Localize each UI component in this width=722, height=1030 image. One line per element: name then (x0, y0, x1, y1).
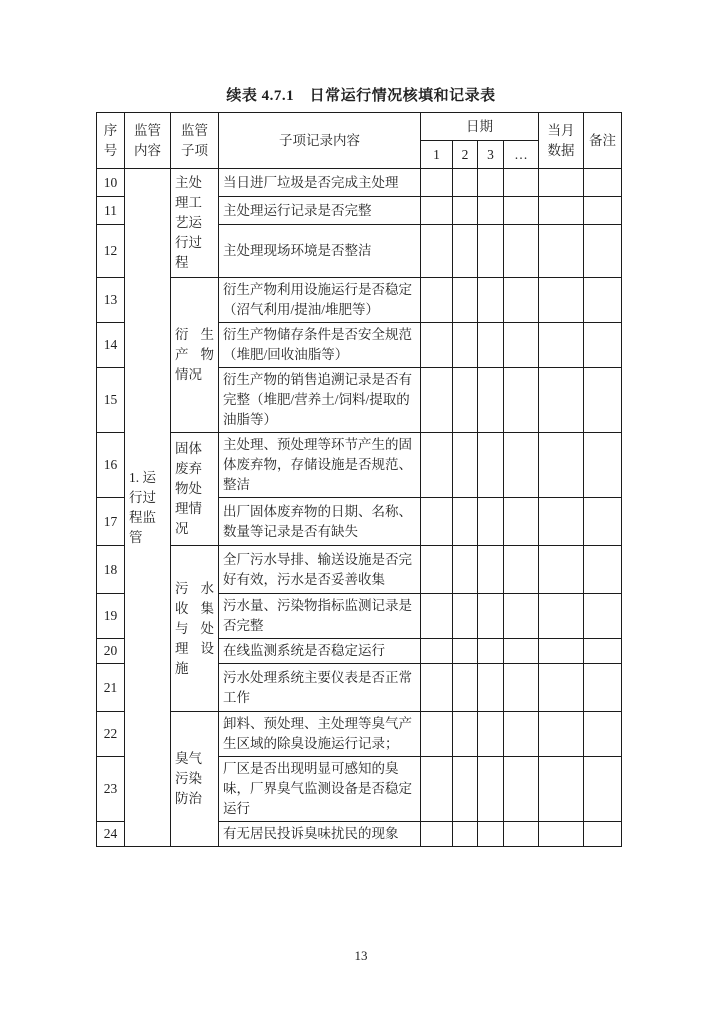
header-date-more: … (504, 141, 539, 169)
note-cell (584, 433, 622, 498)
date-cell (453, 169, 478, 197)
date-cell (478, 368, 504, 433)
month-data-cell (539, 225, 584, 278)
date-cell (504, 368, 539, 433)
month-data-cell (539, 594, 584, 639)
date-cell (478, 546, 504, 594)
record-text: 主处理运行记录是否完整 (219, 197, 421, 225)
row-number: 21 (97, 664, 125, 712)
month-data-cell (539, 278, 584, 323)
month-data-cell (539, 664, 584, 712)
header-subitem: 监管子项 (171, 113, 219, 169)
date-cell (478, 639, 504, 664)
subitem-cell: 污水收集与处理设施 (171, 546, 219, 712)
date-cell (504, 433, 539, 498)
note-cell (584, 368, 622, 433)
row-number: 13 (97, 278, 125, 323)
header-date: 日期 (421, 113, 539, 141)
record-text: 卸料、预处理、主处理等臭气产生区域的除臭设施运行记录； (219, 712, 421, 757)
row-number: 20 (97, 639, 125, 664)
note-cell (584, 169, 622, 197)
note-cell (584, 757, 622, 822)
record-text: 污水量、污染物指标监测记录是否完整 (219, 594, 421, 639)
record-text: 厂区是否出现明显可感知的臭味，厂界臭气监测设备是否稳定运行 (219, 757, 421, 822)
header-date-1: 1 (421, 141, 453, 169)
month-data-cell (539, 546, 584, 594)
month-data-cell (539, 368, 584, 433)
date-cell (453, 822, 478, 847)
date-cell (421, 757, 453, 822)
header-date-3: 3 (478, 141, 504, 169)
date-cell (504, 498, 539, 546)
date-cell (421, 225, 453, 278)
note-cell (584, 197, 622, 225)
date-cell (478, 225, 504, 278)
record-text: 衍生产物利用设施运行是否稳定（沼气利用/提油/堆肥等） (219, 278, 421, 323)
month-data-cell (539, 323, 584, 368)
date-cell (421, 433, 453, 498)
date-cell (478, 433, 504, 498)
date-cell (504, 757, 539, 822)
date-cell (453, 197, 478, 225)
record-text: 在线监测系统是否稳定运行 (219, 639, 421, 664)
row-number: 12 (97, 225, 125, 278)
subitem-cell: 衍生产物情况 (171, 278, 219, 433)
record-text: 有无居民投诉臭味扰民的现象 (219, 822, 421, 847)
subitem-cell: 主处理工艺运行过程 (171, 169, 219, 278)
header-seq: 序号 (97, 113, 125, 169)
row-number: 24 (97, 822, 125, 847)
month-data-cell (539, 433, 584, 498)
date-cell (421, 197, 453, 225)
record-text: 出厂固体废弃物的日期、名称、数量等记录是否有缺失 (219, 498, 421, 546)
date-cell (478, 712, 504, 757)
note-cell (584, 639, 622, 664)
row-number: 16 (97, 433, 125, 498)
row-number: 11 (97, 197, 125, 225)
table-row (97, 712, 622, 757)
daily-operation-record-table (96, 112, 622, 847)
record-text: 主处理、预处理等环节产生的固体废弃物，存储设施是否规范、整洁 (219, 433, 421, 498)
date-cell (478, 664, 504, 712)
date-cell (453, 712, 478, 757)
date-cell (421, 169, 453, 197)
month-data-cell (539, 197, 584, 225)
subitem-cell: 臭气污染防治 (171, 712, 219, 847)
date-cell (504, 225, 539, 278)
header-note: 备注 (584, 113, 622, 169)
month-data-cell (539, 169, 584, 197)
date-cell (504, 169, 539, 197)
note-cell (584, 594, 622, 639)
header-supervision-content: 监管内容 (125, 113, 171, 169)
date-cell (453, 225, 478, 278)
note-cell (584, 664, 622, 712)
date-cell (421, 594, 453, 639)
date-cell (421, 278, 453, 323)
header-record-content: 子项记录内容 (219, 113, 421, 169)
row-number: 14 (97, 323, 125, 368)
row-number: 10 (97, 169, 125, 197)
row-number: 18 (97, 546, 125, 594)
date-cell (453, 278, 478, 323)
date-cell (453, 664, 478, 712)
row-number: 19 (97, 594, 125, 639)
record-text: 主处理现场环境是否整洁 (219, 225, 421, 278)
date-cell (478, 169, 504, 197)
date-cell (478, 197, 504, 225)
note-cell (584, 498, 622, 546)
date-cell (421, 368, 453, 433)
month-data-cell (539, 822, 584, 847)
month-data-cell (539, 757, 584, 822)
note-cell (584, 822, 622, 847)
date-cell (421, 323, 453, 368)
date-cell (504, 546, 539, 594)
record-text: 全厂污水导排、输送设施是否完好有效，污水是否妥善收集 (219, 546, 421, 594)
record-text: 衍生产物储存条件是否安全规范（堆肥/回收油脂等） (219, 323, 421, 368)
date-cell (453, 368, 478, 433)
date-cell (453, 323, 478, 368)
table-row (97, 546, 622, 594)
note-cell (584, 323, 622, 368)
month-data-cell (539, 498, 584, 546)
table-title: 续表 4.7.1 日常运行情况核填和记录表 (226, 88, 496, 104)
note-cell (584, 712, 622, 757)
date-cell (478, 278, 504, 323)
table-row (97, 433, 622, 498)
date-cell (453, 594, 478, 639)
header-row-1 (97, 113, 622, 141)
date-cell (478, 594, 504, 639)
date-cell (453, 757, 478, 822)
date-cell (421, 546, 453, 594)
date-cell (504, 639, 539, 664)
header-month-data: 当月数据 (539, 113, 584, 169)
date-cell (478, 323, 504, 368)
date-cell (453, 546, 478, 594)
date-cell (421, 664, 453, 712)
month-data-cell (539, 639, 584, 664)
header-date-2: 2 (453, 141, 478, 169)
row-number: 15 (97, 368, 125, 433)
date-cell (421, 498, 453, 546)
date-cell (453, 433, 478, 498)
row-number: 23 (97, 757, 125, 822)
row-number: 22 (97, 712, 125, 757)
note-cell (584, 546, 622, 594)
date-cell (421, 712, 453, 757)
date-cell (478, 822, 504, 847)
note-cell (584, 278, 622, 323)
record-text: 当日进厂垃圾是否完成主处理 (219, 169, 421, 197)
date-cell (453, 639, 478, 664)
note-cell (584, 225, 622, 278)
date-cell (504, 197, 539, 225)
date-cell (504, 822, 539, 847)
table-row (97, 169, 622, 197)
date-cell (504, 278, 539, 323)
table-row (97, 278, 622, 323)
supervision-content-cell: 1. 运行过程监管 (125, 169, 171, 847)
date-cell (421, 822, 453, 847)
month-data-cell (539, 712, 584, 757)
record-text: 污水处理系统主要仪表是否正常工作 (219, 664, 421, 712)
subitem-cell: 固体废弃物处理情况 (171, 433, 219, 546)
date-cell (504, 712, 539, 757)
record-text: 衍生产物的销售追溯记录是否有完整（堆肥/营养土/饲料/提取的油脂等） (219, 368, 421, 433)
date-cell (504, 664, 539, 712)
date-cell (453, 498, 478, 546)
date-cell (504, 594, 539, 639)
date-cell (478, 498, 504, 546)
page-number: 13 (354, 948, 368, 963)
date-cell (478, 757, 504, 822)
row-number: 17 (97, 498, 125, 546)
date-cell (504, 323, 539, 368)
date-cell (421, 639, 453, 664)
